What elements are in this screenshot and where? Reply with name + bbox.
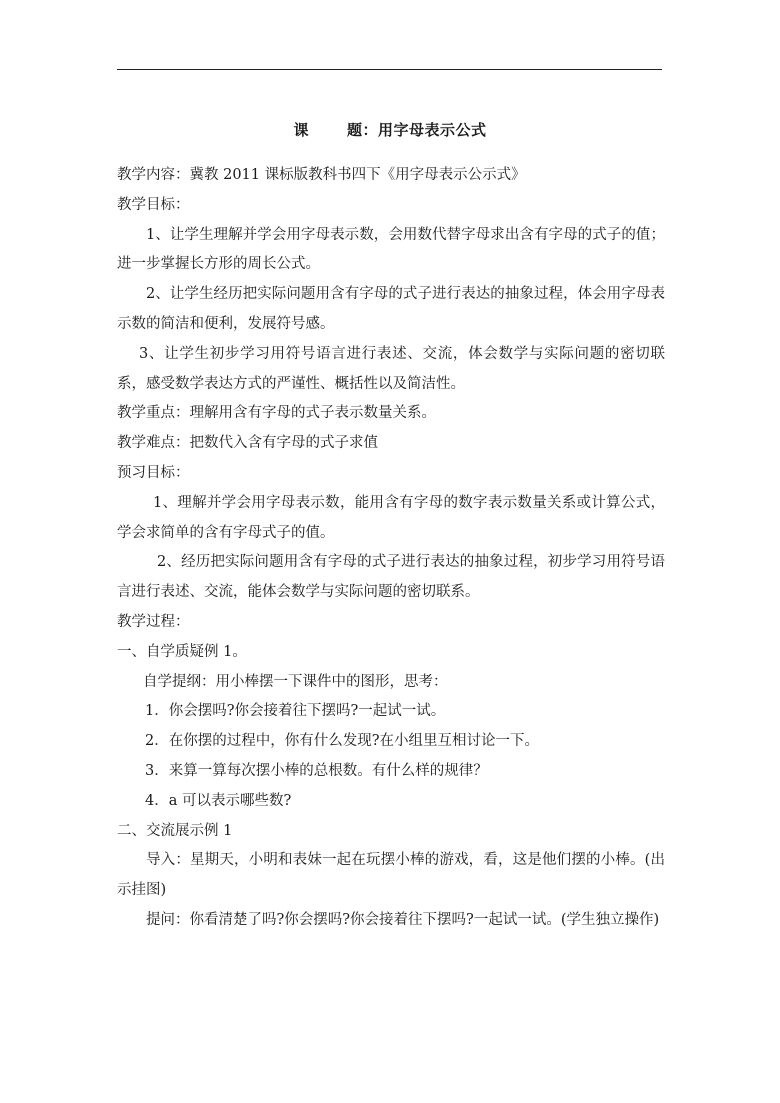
preview-goal-1: 1、理解并学会用字母表示数，能用含有字母的数字表示数量关系或计算公式，学会求简单的含有字母式子的值。 <box>117 494 665 541</box>
outline-question-1: 1．你会摆吗?你会接着往下摆吗?一起试一试。 <box>145 703 446 720</box>
teaching-goals-heading: 教学目标： <box>117 196 190 213</box>
key-point: 教学重点：理解用含有字母的式子表示数量关系。 <box>117 405 436 422</box>
outline-question-4: 4．a 可以表示哪些数? <box>145 792 292 809</box>
self-study-outline: 自学提纲：用小棒摆一下课件中的图形，思考： <box>143 673 448 690</box>
header-rule <box>117 69 662 70</box>
lesson-title-part-b: 题：用字母表示公式 <box>347 121 487 139</box>
section-1-heading: 一、自学质疑例 1。 <box>117 643 247 660</box>
lesson-title <box>0 119 780 140</box>
teaching-goal-2: 2、让学生经历把实际问题用含有字母的式子进行表达的抽象过程，体会用字母表示数的简洁和便利，发展符号感。 <box>117 286 665 332</box>
teaching-goal-3: 3、让学生初步学习用符号语言进行表述、交流，体会数学与实际问题的密切联系，感受数学表达方式的严谨性、概括性以及简洁性。 <box>117 345 665 392</box>
preview-goal-2: 2、经历把实际问题用含有字母的式子进行表达的抽象过程，初步学习用符号语言进行表述、交流，能体会数学与实际问题的密切联系。 <box>117 554 665 601</box>
lesson-title-part-a: 课 <box>293 121 309 139</box>
lesson-body <box>117 161 665 936</box>
teaching-content: 教学内容：冀教 2011 课标版教科书四下《用字母表示公示式》 <box>117 167 526 183</box>
outline-question-2: 2．在你摆的过程中，你有什么发现?在小组里互相讨论一下。 <box>145 733 539 750</box>
teaching-process-heading: 教学过程： <box>117 613 190 630</box>
question-paragraph: 提问：你看清楚了吗?你会摆吗?你会接着往下摆吗?一起试一试。(学生独立操作) <box>146 911 660 928</box>
outline-question-3: 3．来算一算每次摆小棒的总根数。有什么样的规律？ <box>145 762 488 779</box>
teaching-goal-1: 1、让学生理解并学会用字母表示数，会用数代替字母求出含有字母的式子的值；进一步掌握长方形的周长公式。 <box>117 226 665 273</box>
preview-goals-heading: 预习目标： <box>117 464 190 481</box>
difficult-point: 教学难点：把数代入含有字母的式子求值 <box>117 435 378 452</box>
section-2-heading: 二、交流展示例 1 <box>117 822 233 839</box>
intro-paragraph: 导入：星期天，小明和表妹一起在玩摆小棒的游戏，看，这是他们摆的小棒。(出示挂图) <box>117 852 665 899</box>
